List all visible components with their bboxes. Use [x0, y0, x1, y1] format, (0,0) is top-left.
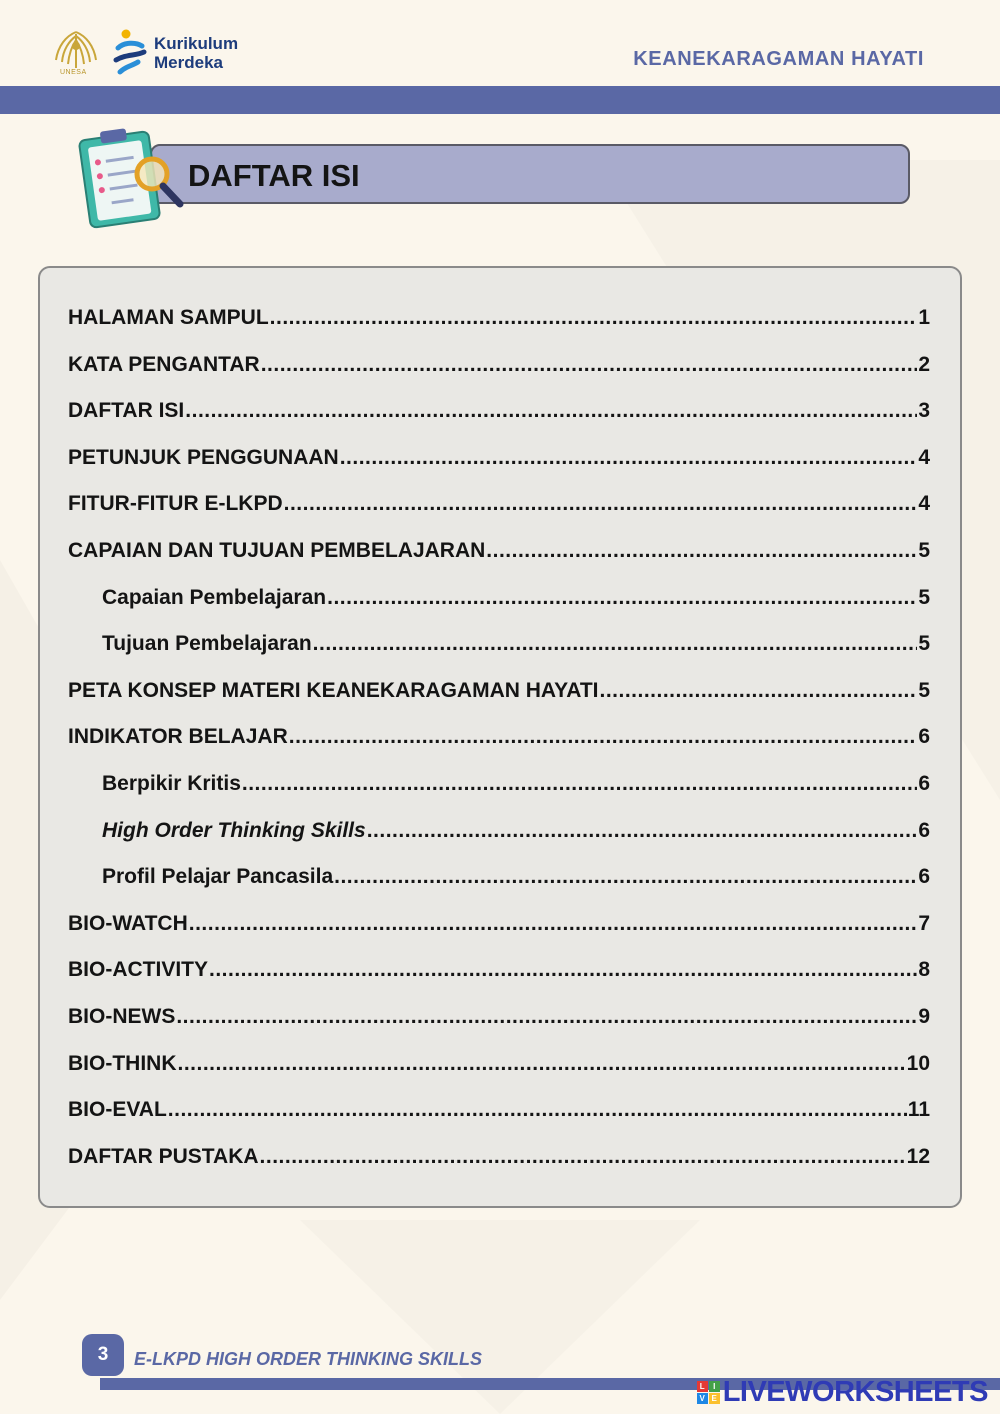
section-title-banner: [150, 144, 910, 204]
header-title: KEANEKARAGAMAN HAYATI: [633, 48, 924, 70]
toc-entry[interactable]: [68, 399, 930, 446]
toc-list: [68, 306, 930, 1191]
toc-entry-page: 5: [918, 632, 930, 656]
clipboard-magnifier-icon: [70, 120, 190, 230]
toc-entry-page: 4: [918, 445, 930, 469]
toc-entry-label: BIO-NEWS: [68, 1004, 176, 1028]
liveworksheets-logo-icon: [697, 1381, 720, 1404]
table-of-contents: [38, 266, 962, 1208]
toc-entry-label: Capaian Pembelajaran: [102, 585, 327, 609]
toc-entry-label: PETUNJUK PENGGUNAAN: [68, 445, 339, 469]
toc-leader-dots: [242, 772, 917, 796]
toc-entry[interactable]: [68, 679, 930, 726]
toc-entry[interactable]: [68, 1052, 930, 1099]
toc-entry-label: BIO-WATCH: [68, 911, 188, 935]
toc-leader-dots: [261, 353, 918, 377]
toc-entry[interactable]: [68, 772, 930, 819]
toc-leader-dots: [367, 819, 918, 843]
toc-entry[interactable]: [68, 1145, 930, 1192]
toc-entry-page: 10: [906, 1051, 930, 1075]
toc-entry[interactable]: [68, 586, 930, 633]
toc-entry-label: Tujuan Pembelajaran: [102, 632, 312, 656]
toc-entry-page: 5: [918, 585, 930, 609]
toc-leader-dots: [189, 912, 918, 936]
toc-entry[interactable]: [68, 632, 930, 679]
toc-entry[interactable]: [68, 912, 930, 959]
toc-entry-label: HALAMAN SAMPUL: [68, 306, 269, 329]
logo-letter: I: [709, 1381, 720, 1392]
toc-entry-label: PETA KONSEP MATERI KEANEKARAGAMAN HAYATI: [68, 678, 599, 702]
page-number-badge: 3: [82, 1334, 124, 1376]
toc-leader-dots: [260, 1145, 906, 1169]
toc-entry-page: 7: [918, 911, 930, 935]
toc-entry-page: 4: [918, 492, 930, 516]
brand-line-1: Kurikulum: [154, 34, 239, 53]
toc-entry-label: BIO-THINK: [68, 1051, 177, 1075]
toc-entry[interactable]: [68, 958, 930, 1005]
brand-line-2: Merdeka: [154, 53, 223, 72]
toc-entry-label: CAPAIAN DAN TUJUAN PEMBELAJARAN: [68, 538, 486, 562]
toc-leader-dots: [176, 1005, 917, 1029]
toc-entry[interactable]: [68, 353, 930, 400]
unesa-label: UNESA: [60, 69, 87, 76]
toc-entry-label: BIO-EVAL: [68, 1098, 167, 1122]
toc-leader-dots: [327, 586, 917, 610]
toc-entry[interactable]: [68, 725, 930, 772]
logo-letter: V: [697, 1393, 708, 1404]
logo-letter: E: [709, 1393, 720, 1404]
toc-entry[interactable]: [68, 306, 930, 353]
toc-entry-label: KATA PENGANTAR: [68, 352, 260, 376]
toc-entry-label: DAFTAR ISI: [68, 399, 185, 423]
liveworksheets-text: LIVEWORKSHEETS: [722, 1376, 988, 1408]
toc-entry-page: 9: [918, 1004, 930, 1028]
footer-title: E-LKPD HIGH ORDER THINKING SKILLS: [134, 1349, 483, 1369]
page-title: DAFTAR ISI: [188, 158, 360, 193]
kurikulum-merdeka-brand: [154, 34, 238, 72]
toc-entry-label: Profil Pelajar Pancasila: [102, 865, 334, 889]
toc-leader-dots: [486, 539, 917, 563]
toc-entry-page: 2: [918, 352, 930, 376]
toc-entry-page: 5: [918, 538, 930, 562]
toc-entry-page: 6: [918, 725, 930, 749]
toc-entry-page: 1: [918, 306, 930, 329]
toc-entry-page: 6: [918, 865, 930, 889]
logo-letter: L: [697, 1381, 708, 1392]
liveworksheets-watermark[interactable]: [697, 1376, 988, 1409]
toc-entry-label: INDIKATOR BELAJAR: [68, 725, 288, 749]
toc-entry-page: 6: [918, 771, 930, 795]
header-bar: [0, 86, 1000, 114]
toc-entry[interactable]: [68, 1098, 930, 1145]
toc-leader-dots: [334, 865, 917, 889]
toc-leader-dots: [209, 958, 917, 982]
kurikulum-merdeka-logo-icon: [112, 28, 148, 78]
toc-entry[interactable]: [68, 446, 930, 493]
toc-entry-label: FITUR-FITUR E-LKPD: [68, 492, 283, 516]
toc-leader-dots: [284, 492, 918, 516]
toc-entry[interactable]: [68, 865, 930, 912]
toc-leader-dots: [340, 446, 918, 470]
toc-leader-dots: [289, 725, 918, 749]
toc-entry-page: 11: [907, 1098, 930, 1122]
toc-entry-label: DAFTAR PUSTAKA: [68, 1144, 259, 1168]
toc-entry[interactable]: [68, 819, 930, 866]
toc-entry-page: 8: [918, 958, 930, 982]
toc-entry[interactable]: [68, 539, 930, 586]
toc-entry-page: 6: [918, 818, 930, 842]
toc-entry-label: BIO-ACTIVITY: [68, 958, 208, 982]
toc-entry-page: 3: [918, 399, 930, 423]
toc-entry-label: Berpikir Kritis: [102, 771, 241, 795]
toc-entry[interactable]: [68, 492, 930, 539]
toc-leader-dots: [600, 679, 918, 703]
toc-leader-dots: [168, 1098, 907, 1122]
toc-leader-dots: [178, 1052, 906, 1076]
toc-entry[interactable]: [68, 1005, 930, 1052]
toc-entry-page: 5: [918, 678, 930, 702]
toc-entry-label: High Order Thinking Skills: [102, 818, 366, 842]
toc-entry-page: 12: [906, 1144, 930, 1168]
toc-leader-dots: [313, 632, 918, 656]
toc-leader-dots: [270, 306, 918, 330]
page-header: [0, 0, 1000, 86]
toc-leader-dots: [185, 399, 917, 423]
